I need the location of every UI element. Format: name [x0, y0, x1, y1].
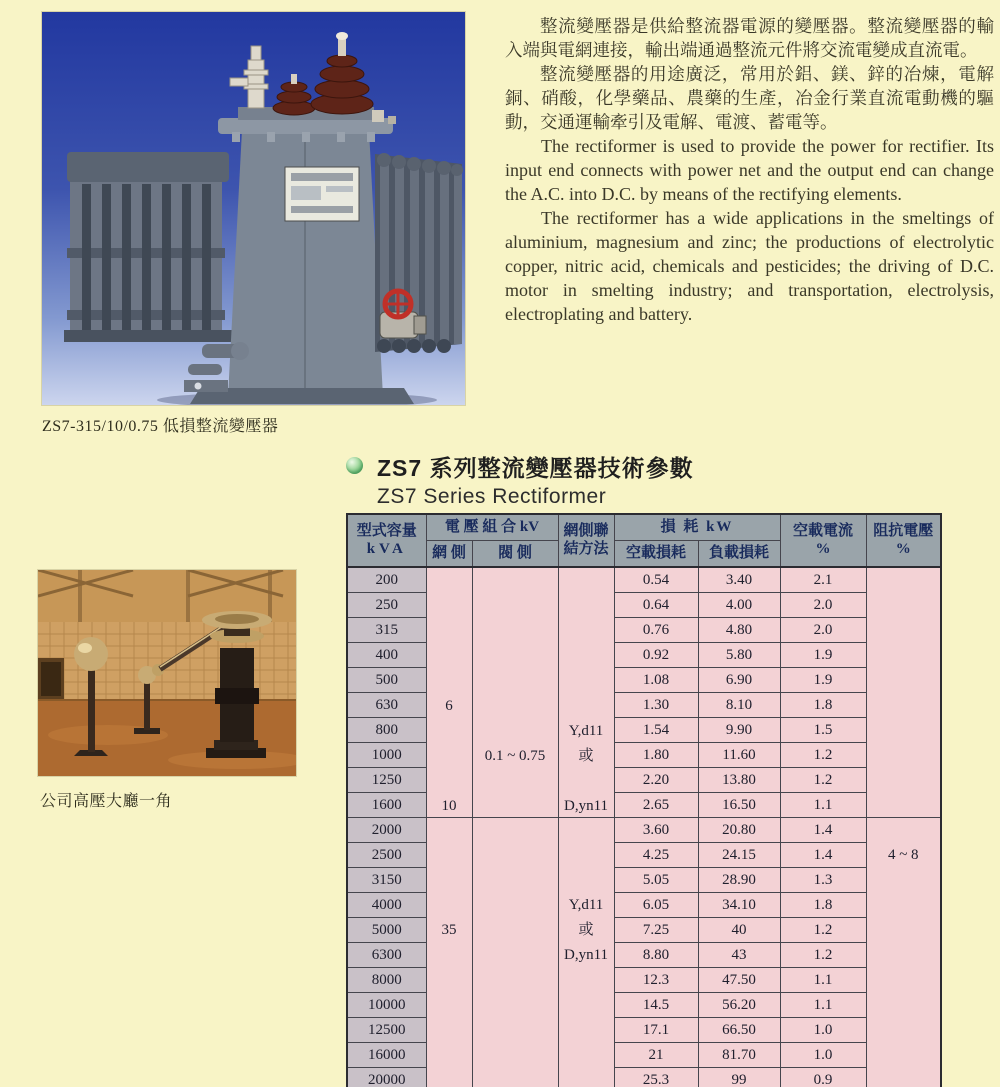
cell-no-load-loss: 14.5 [614, 993, 698, 1018]
cell-connection [558, 567, 614, 818]
cell-capacity: 1250 [347, 768, 426, 793]
cell-capacity: 1000 [347, 743, 426, 768]
cell-load-loss: 9.90 [698, 718, 780, 743]
cell-no-load-loss: 2.20 [614, 768, 698, 793]
cell-no-load-loss: 6.05 [614, 893, 698, 918]
cell-no-load-current: 1.5 [780, 718, 866, 743]
cell-no-load-current: 1.1 [780, 993, 866, 1018]
cell-capacity: 10000 [347, 993, 426, 1018]
cell-impedance [866, 567, 941, 818]
cell-capacity: 20000 [347, 1068, 426, 1087]
cell-no-load-current: 1.9 [780, 668, 866, 693]
cell-no-load-current: 1.4 [780, 843, 866, 868]
intro-paragraph-zh-2: 整流變壓器的用途廣泛，常用於鋁、鎂、鋅的冶煉，電解銅、硝酸，化學藥品、農藥的生產，冶金行業直流電動機的驅動，交通運輸牽引及電解、電渡、蓄電等。 [505, 64, 994, 132]
cell-no-load-loss: 12.3 [614, 968, 698, 993]
photo2-caption: 公司高壓大廳一角 [40, 793, 173, 810]
cell-capacity: 8000 [347, 968, 426, 993]
cell-no-load-current: 2.1 [780, 567, 866, 593]
cell-no-load-loss: 1.08 [614, 668, 698, 693]
cell-no-load-current: 1.2 [780, 743, 866, 768]
cell-load-loss: 66.50 [698, 1018, 780, 1043]
cell-no-load-loss: 21 [614, 1043, 698, 1068]
cell-capacity: 12500 [347, 1018, 426, 1043]
cell-no-load-current: 1.2 [780, 768, 866, 793]
cell-no-load-current: 1.3 [780, 868, 866, 893]
header-load-loss: 負載損耗 [698, 541, 780, 568]
spec-table [346, 513, 942, 1087]
header-valve-side: 閥 側 [472, 541, 558, 568]
cell-no-load-current: 1.0 [780, 1018, 866, 1043]
cell-load-loss: 56.20 [698, 993, 780, 1018]
cell-impedance-value: 4 ~ 8 [887, 847, 919, 863]
cell-no-load-loss: 7.25 [614, 918, 698, 943]
cell-no-load-loss: 0.92 [614, 643, 698, 668]
cell-valve-side [472, 818, 558, 1087]
cell-no-load-current: 1.8 [780, 893, 866, 918]
header-voltage-group: 電 壓 組 合 kV [426, 514, 558, 541]
cell-valve-side-value: 0.1 ~ 0.75 [484, 748, 546, 764]
cell-no-load-loss: 1.54 [614, 718, 698, 743]
cell-load-loss: 13.80 [698, 768, 780, 793]
cell-load-loss: 43 [698, 943, 780, 968]
cell-no-load-current: 1.9 [780, 643, 866, 668]
rectiformer-photo-illustration [42, 12, 465, 405]
cell-connection-value: Y,d11 [568, 897, 604, 913]
cell-net-side-value: 10 [441, 798, 457, 814]
cell-load-loss: 20.80 [698, 818, 780, 843]
cell-no-load-current: 0.9 [780, 1068, 866, 1087]
rectiformer-photo [42, 12, 465, 405]
cell-connection [558, 818, 614, 1087]
cell-capacity: 1600 [347, 793, 426, 818]
photo1-caption: ZS7-315/10/0.75 低損整流變壓器 [42, 418, 279, 435]
cell-no-load-loss: 5.05 [614, 868, 698, 893]
cell-net-side [426, 818, 472, 1087]
cell-net-side [426, 567, 472, 818]
cell-no-load-current: 2.0 [780, 593, 866, 618]
cell-capacity: 250 [347, 593, 426, 618]
cell-load-loss: 24.15 [698, 843, 780, 868]
section-title-en: ZS7 Series Rectiformer [377, 485, 607, 508]
intro-paragraph-en-1: The rectiformer is used to provide the power for rectifier. Its input end connects with power net and the output end can change the A.C. into D.C. by means of the rectifying elements. [505, 136, 994, 204]
cell-load-loss: 11.60 [698, 743, 780, 768]
cell-no-load-loss: 8.80 [614, 943, 698, 968]
zs7-spec-table [346, 513, 942, 1087]
cell-connection-value: Y,d11 [568, 723, 604, 739]
cell-no-load-current: 1.2 [780, 943, 866, 968]
header-no-load-current: 空載電流 % [780, 514, 866, 567]
cell-capacity: 315 [347, 618, 426, 643]
cell-load-loss: 81.70 [698, 1043, 780, 1068]
cell-no-load-loss: 2.65 [614, 793, 698, 818]
hv-hall-photo-illustration [38, 570, 296, 776]
cell-load-loss: 99 [698, 1068, 780, 1087]
hv-hall-photo [38, 570, 296, 776]
cell-connection-value: D,yn11 [563, 947, 609, 963]
header-impedance: 阻抗電壓 % [866, 514, 941, 567]
cell-connection-value: 或 [578, 748, 594, 764]
cell-load-loss: 3.40 [698, 567, 780, 593]
header-connection: 網側聯 結方法 [558, 514, 614, 567]
intro-paragraph-en-2: The rectiformer has a wide applications in the smeltings of aluminium, magnesium and zinc; the productions of electrolytic copper, nitric acid, chemicals and pesticides; the driving of D.C. motor in smelting industry; and transportation, electrolysis, electroplating and battery. [505, 208, 994, 324]
cell-no-load-loss: 0.64 [614, 593, 698, 618]
cell-capacity: 630 [347, 693, 426, 718]
cell-capacity: 400 [347, 643, 426, 668]
cell-no-load-current: 1.4 [780, 818, 866, 843]
cell-no-load-loss: 4.25 [614, 843, 698, 868]
cell-connection-value: 或 [578, 922, 594, 938]
cell-load-loss: 34.10 [698, 893, 780, 918]
header-capacity: 型式容量 kVA [347, 514, 426, 567]
cell-load-loss: 16.50 [698, 793, 780, 818]
cell-no-load-current: 2.0 [780, 618, 866, 643]
intro-text [505, 14, 994, 326]
cell-load-loss: 6.90 [698, 668, 780, 693]
cell-capacity: 5000 [347, 918, 426, 943]
cell-capacity: 2500 [347, 843, 426, 868]
cell-valve-side [472, 567, 558, 818]
cell-no-load-current: 1.8 [780, 693, 866, 718]
cell-no-load-loss: 0.54 [614, 567, 698, 593]
section-title-zh: ZS7 系列整流變壓器技術參數 [377, 455, 694, 481]
cell-load-loss: 5.80 [698, 643, 780, 668]
cell-no-load-loss: 3.60 [614, 818, 698, 843]
cell-no-load-loss: 0.76 [614, 618, 698, 643]
cell-no-load-loss: 1.30 [614, 693, 698, 718]
table-row [347, 818, 941, 843]
cell-load-loss: 4.00 [698, 593, 780, 618]
cell-no-load-loss: 1.80 [614, 743, 698, 768]
green-sphere-bullet-icon [346, 457, 363, 474]
header-loss-group: 損 耗 kW [614, 514, 780, 541]
cell-no-load-current: 1.1 [780, 968, 866, 993]
cell-capacity: 16000 [347, 1043, 426, 1068]
cell-capacity: 4000 [347, 893, 426, 918]
cell-capacity: 200 [347, 567, 426, 593]
cell-load-loss: 8.10 [698, 693, 780, 718]
cell-load-loss: 4.80 [698, 618, 780, 643]
cell-capacity: 800 [347, 718, 426, 743]
header-net-side: 網 側 [426, 541, 472, 568]
intro-paragraph-zh-1: 整流變壓器是供給整流器電源的變壓器。整流變壓器的輸入端與電網連接，輸出端通過整流元件將交流電變成直流電。 [505, 16, 994, 60]
cell-capacity: 6300 [347, 943, 426, 968]
cell-no-load-loss: 17.1 [614, 1018, 698, 1043]
cell-no-load-current: 1.0 [780, 1043, 866, 1068]
cell-net-side-value: 6 [445, 698, 453, 714]
cell-no-load-loss: 25.3 [614, 1068, 698, 1087]
cell-no-load-current: 1.1 [780, 793, 866, 818]
cell-capacity: 2000 [347, 818, 426, 843]
header-no-load-loss: 空載損耗 [614, 541, 698, 568]
table-row [347, 567, 941, 593]
cell-connection-value: D,yn11 [563, 798, 609, 814]
cell-load-loss: 40 [698, 918, 780, 943]
spec-table-header [347, 514, 941, 567]
cell-capacity: 3150 [347, 868, 426, 893]
section-title [346, 450, 694, 509]
cell-impedance [866, 818, 941, 1087]
cell-net-side-value: 35 [441, 922, 457, 938]
cell-capacity: 500 [347, 668, 426, 693]
cell-load-loss: 47.50 [698, 968, 780, 993]
cell-no-load-current: 1.2 [780, 918, 866, 943]
cell-load-loss: 28.90 [698, 868, 780, 893]
